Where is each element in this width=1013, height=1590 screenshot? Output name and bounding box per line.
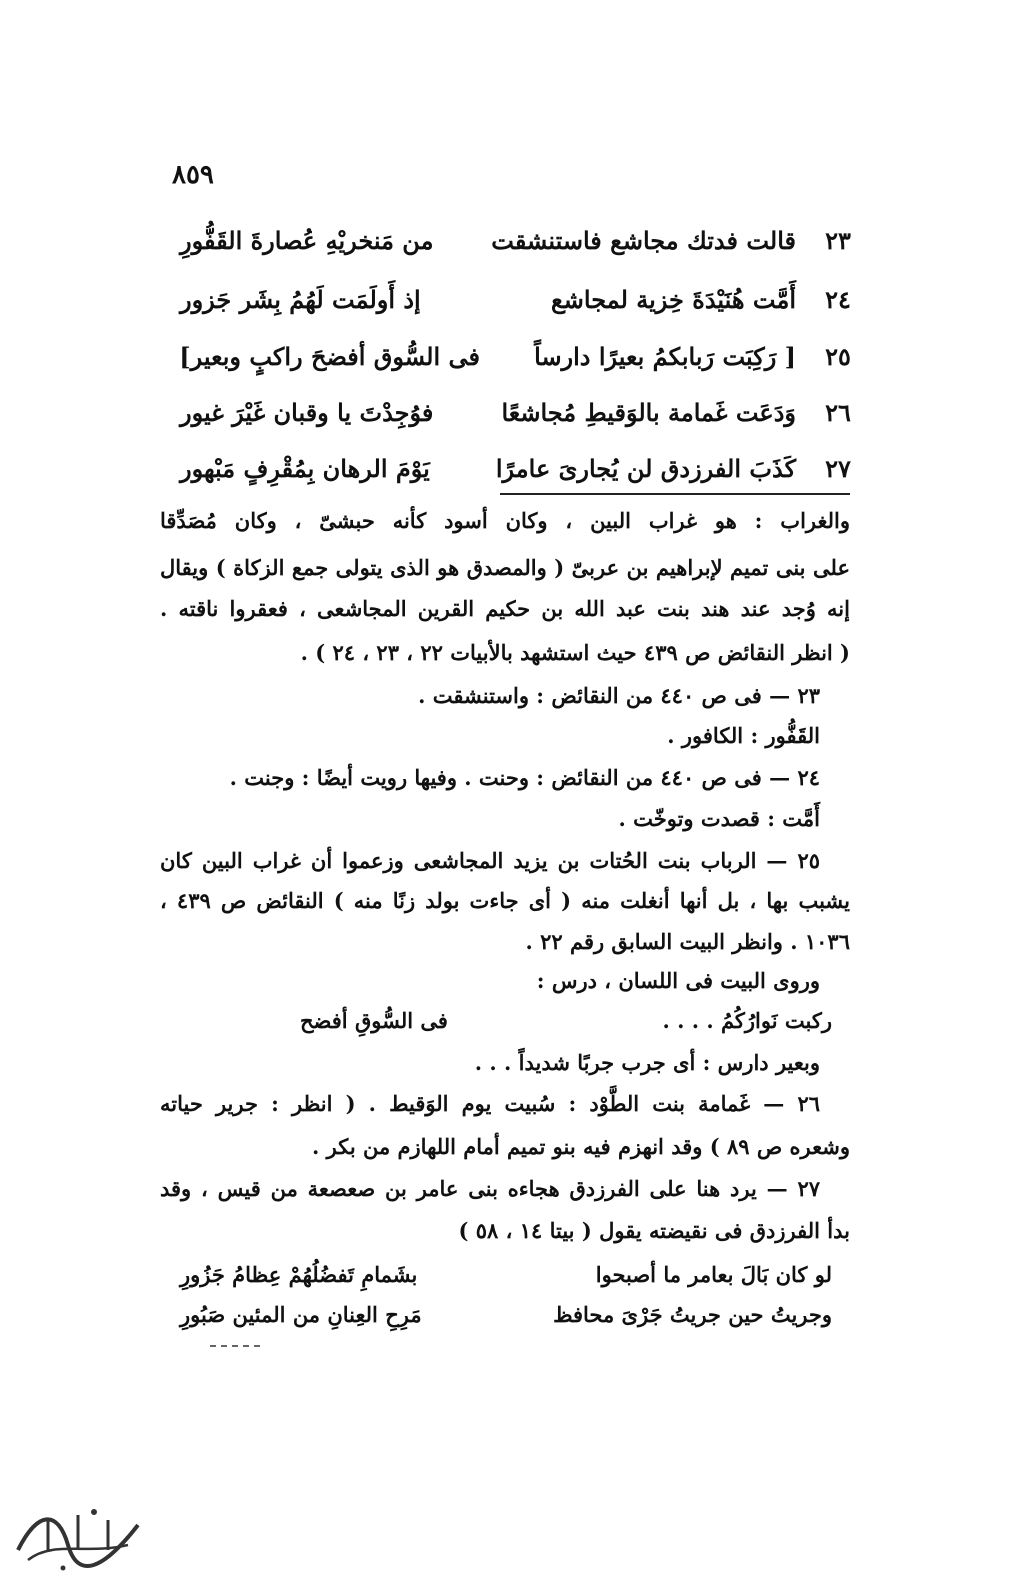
verse-number: ٢٤ — [825, 285, 851, 314]
verse-second-hemistich: من مَنخريْهِ عُصارةَ القَفُّورِ — [180, 226, 434, 255]
note-line: ٢٣ — فى ص ٤٤٠ من النقائض : واستنشقت . — [418, 683, 820, 708]
verse-second-hemistich: مَرِحِ العِنانِ من المئين صَبُورِ — [180, 1302, 422, 1327]
note-line: ٢٦ — غَمامة بنت الطَّوْد : سُبيت يوم الوَقيط . ( انظر : جرير حياته — [160, 1091, 820, 1116]
verse-second-hemistich: فوُجِدْتَ يا وقبان غَيْرَ غيور — [180, 398, 434, 427]
verse-number: ٢٥ — [825, 342, 851, 371]
note-line: وروى البيت فى اللسان ، درس : — [536, 968, 820, 993]
note-line: أَمَّت : قصدت وتوخّت . — [618, 806, 820, 831]
note-line: ( انظر النقائض ص ٤٣٩ حيث استشهد بالأبيات ٢٢ ، ٢٣ ، ٢٤ ) . — [300, 640, 850, 665]
verse-first-hemistich: أَمَّت هُنَيْدَةَ خِزية لمجاشع — [551, 285, 796, 314]
note-line: بدأ الفرزدق فى نقيضته يقول ( بيتا ١٤ ، ٥٨ ) — [458, 1218, 850, 1243]
note-line: ٢٧ — يرد هنا على الفرزدق هجاءه بنى عامر بن صعصعة من قيس ، وقد — [160, 1176, 820, 1201]
note-line: ١٠٣٦ . وانظر البيت السابق رقم ٢٢ . — [525, 929, 850, 954]
verse-first-hemistich: ركبت نَوارُكُمُ . . . . — [662, 1008, 832, 1033]
note-line: على بنى تميم لإبراهيم بن عربىّ ( والمصدق هو الذى يتولى جمع الزكاة ) ويقال — [160, 555, 850, 580]
library-watermark-logo — [8, 1490, 148, 1580]
note-line: ٢٥ — الرباب بنت الحُتات بن يزيد المجاشعى وزعموا أن غراب البين كان — [160, 848, 820, 873]
note-line: وبعير دارس : أى جرب جربًا شديداً . . . — [474, 1050, 820, 1075]
verse-second-hemistich: يَوْمَ الرهان بِمُقْرِفٍ مَبْهور — [180, 454, 430, 483]
note-line: القَفُّور : الكافور . — [667, 723, 820, 748]
note-line: يشبب بها ، بل أنها أنغلت منه ( أى جاءت بولد زنًا منه ) النقائض ص ٤٣٩ ، — [160, 888, 850, 913]
final-verse — [160, 1262, 850, 1302]
verse-number: ٢٣ — [825, 226, 851, 255]
verse-second-hemistich: فى السُّوق أفضحَ راكبٍ وبعير] — [179, 342, 480, 371]
verse-first-hemistich: قالت فدتك مجاشع فاستنشقت — [491, 226, 796, 255]
note-line: إنه وُجد عند هند بنت عبد الله بن حكيم القرين المجاشعى ، فعقروا ناقته . — [160, 596, 850, 621]
bottom-dash-mark — [210, 1345, 260, 1347]
note-line: وشعره ص ٨٩ ) وقد انهزم فيه بنو تميم أمام اللهازم من بكر . — [312, 1134, 850, 1159]
footnote-divider — [500, 493, 850, 495]
final-verse — [160, 1302, 850, 1342]
verse-number: ٢٧ — [825, 454, 851, 483]
verse-23 — [160, 222, 860, 262]
verse-first-hemistich: لو كان بَالَ بعامر ما أصبحوا — [595, 1262, 832, 1287]
verse-24 — [160, 281, 860, 321]
lisan-verse — [160, 1008, 850, 1048]
verse-first-hemistich: وَدَعَت غَمامة بالوَقيطِ مُجاشعًا — [501, 398, 796, 427]
page-number: ٨٥٩ — [172, 160, 214, 190]
note-line: والغراب : هو غراب البين ، وكان أسود كأنه حبشىّ ، وكان مُصَدِّقا — [160, 508, 850, 533]
verse-first-hemistich: كَذَبَ الفرزدق لن يُجارىَ عامرًا — [495, 454, 796, 483]
verse-number: ٢٦ — [825, 398, 851, 427]
verse-second-hemistich: فى السُّوقِ أفضح — [300, 1008, 448, 1033]
verse-27 — [160, 450, 860, 490]
verse-first-hemistich: [ رَكِبَت رَبابكمُ بعيرًا دارساً — [534, 342, 796, 371]
note-line: ٢٤ — فى ص ٤٤٠ من النقائض : وحنت . وفيها رويت أيضًا : وجنت . — [229, 765, 820, 790]
verse-first-hemistich: وجريتُ حين جريتُ جَرْىَ محافظ — [553, 1302, 832, 1327]
verse-26 — [160, 394, 860, 434]
verse-second-hemistich: بشَمامِ تَفضُلُهُمْ عِظامُ جَزُورِ — [180, 1262, 418, 1287]
verse-second-hemistich: إذ أَولَمَت لَهُمُ بِشَر جَزور — [180, 285, 421, 314]
verse-25 — [160, 338, 860, 378]
